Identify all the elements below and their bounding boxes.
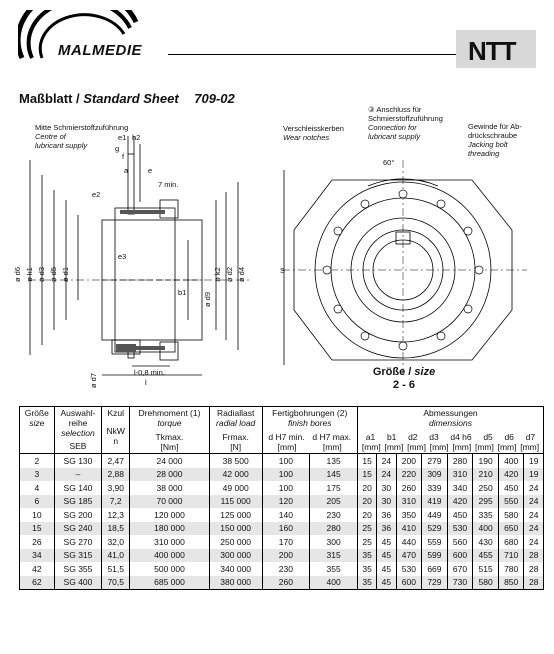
table-cell: 260 — [396, 481, 422, 495]
table-cell: 100 — [262, 468, 310, 482]
table-cell: 515 — [473, 562, 499, 576]
table-cell: 145 — [310, 468, 358, 482]
table-cell: 410 — [396, 522, 422, 536]
table-row — [20, 535, 544, 549]
table-cell: 455 — [473, 549, 499, 563]
table-cell: 10 — [20, 508, 55, 522]
dim-d6: ø d6 — [13, 266, 23, 283]
table-cell: 220 — [396, 468, 422, 482]
dim-unit-3: [mm] — [429, 442, 449, 452]
table-cell: 680 — [498, 535, 524, 549]
title-de: Maßblatt / — [19, 91, 80, 106]
table-cell: 34 — [20, 549, 55, 563]
table-cell: 12,3 — [102, 508, 130, 522]
col-selection: Auswahl- reihe selection SEB — [54, 407, 102, 454]
table-cell: 470 — [396, 549, 422, 563]
table-cell: 4 — [20, 481, 55, 495]
dim-e2: e2 — [92, 190, 101, 199]
dim-s: S — [280, 266, 286, 275]
table-cell: 15 — [20, 522, 55, 536]
table-cell: 18,5 — [102, 522, 130, 536]
table-cell: SG 400 — [54, 576, 102, 590]
table-cell: 205 — [310, 495, 358, 509]
dim-a: a — [124, 166, 129, 175]
table-cell: 42 — [20, 562, 55, 576]
table-cell: 15 — [357, 468, 376, 482]
table-cell: 600 — [447, 549, 473, 563]
table-cell: 7,2 — [102, 495, 130, 509]
table-cell: 400 — [310, 576, 358, 590]
front-view-drawing — [272, 150, 542, 375]
dim-unit-2: [mm] — [407, 442, 426, 452]
dim-d2: ø d2 — [225, 266, 235, 283]
table-cell: 449 — [422, 508, 448, 522]
table-row — [20, 495, 544, 509]
table-row — [20, 522, 544, 536]
table-cell: 15 — [357, 454, 376, 468]
table-cell: 70,5 — [102, 576, 130, 590]
table-cell: 380 000 — [209, 576, 262, 590]
dim-unit-1: [mm] — [384, 442, 404, 452]
table-row — [20, 454, 544, 468]
table-cell: 35 — [357, 576, 376, 590]
dim-header-5: d5 — [483, 432, 493, 442]
table-cell: 309 — [422, 468, 448, 482]
dim-k1: ø k1 — [24, 267, 34, 282]
table-cell: 599 — [422, 549, 448, 563]
table-cell: 200 — [262, 549, 310, 563]
table-cell: 669 — [422, 562, 448, 576]
table-cell: 335 — [473, 508, 499, 522]
table-row — [20, 468, 544, 482]
lubricant-label: Mitte Schmierstoffzuführung Centre of lubricant supply — [35, 123, 129, 150]
table-cell: 310 — [447, 468, 473, 482]
table-cell: 20 — [357, 481, 376, 495]
dim-unit-6: [mm] — [497, 442, 517, 452]
table-cell: 45 — [377, 535, 396, 549]
table-cell: 450 — [447, 508, 473, 522]
table-cell: 115 000 — [209, 495, 262, 509]
angle-60-label: 60° — [383, 158, 395, 167]
table-cell: 250 — [473, 481, 499, 495]
table-cell: 730 — [447, 576, 473, 590]
table-cell: 600 — [396, 576, 422, 590]
dim-h2: h2 — [132, 133, 141, 142]
table-cell: 560 — [447, 535, 473, 549]
table-cell: 62 — [20, 576, 55, 590]
page-title — [19, 91, 235, 106]
table-cell: 38 500 — [209, 454, 262, 468]
table-cell: 400 000 — [130, 549, 210, 563]
table-cell: 51,5 — [102, 562, 130, 576]
table-cell: 340 000 — [209, 562, 262, 576]
col-bores: Fertigbohrungen (2) finish bores d H7 min. d H7 max. [mm] [mm] — [262, 407, 357, 454]
table-cell: 780 — [498, 562, 524, 576]
table-cell: 150 000 — [209, 522, 262, 536]
table-cell: 170 — [262, 535, 310, 549]
table-cell: 140 — [262, 508, 310, 522]
table-cell: 19 — [524, 468, 544, 482]
dim-e: e — [148, 166, 153, 175]
table-cell: SG 315 — [54, 549, 102, 563]
table-cell: 45 — [377, 576, 396, 590]
table-cell: 35 — [357, 562, 376, 576]
size-caption: Größe / size 2 - 6 — [372, 366, 436, 391]
dim-unit-5: [mm] — [474, 442, 494, 452]
table-cell: 419 — [422, 495, 448, 509]
table-cell: 125 000 — [209, 508, 262, 522]
table-cell: 24 — [524, 508, 544, 522]
table-cell: 35 — [357, 549, 376, 563]
dim-e3: e3 — [118, 252, 127, 261]
table-cell: 529 — [422, 522, 448, 536]
table-row — [20, 481, 544, 495]
col-radial: Radiallast radial load Frmax. [N] — [209, 407, 262, 454]
table-cell: 19 — [524, 454, 544, 468]
table-cell: 450 — [498, 481, 524, 495]
table-row — [20, 576, 544, 590]
table-cell: 28 — [524, 549, 544, 563]
table-cell: 580 — [473, 576, 499, 590]
table-cell: 160 — [262, 522, 310, 536]
col-k: Kzul NkW n — [102, 407, 130, 454]
dim-d4: ø d4 — [237, 266, 247, 283]
table-cell: 45 — [377, 562, 396, 576]
dim-e1: e1 — [118, 133, 127, 142]
col-size: Größe size — [20, 407, 55, 454]
table-cell: 295 — [473, 495, 499, 509]
table-row — [20, 562, 544, 576]
table-cell: 580 — [498, 508, 524, 522]
jacking-bolt-label: Gewinde für Ab- drückschraube Jacking bolt threading — [468, 122, 522, 158]
table-cell: 230 — [262, 562, 310, 576]
table-cell: 850 — [498, 576, 524, 590]
table-cell: SG 130 — [54, 454, 102, 468]
table-cell: 36 — [377, 522, 396, 536]
dim-d1: ø d1 — [61, 266, 71, 283]
table-cell: SG 140 — [54, 481, 102, 495]
dim-d7: ø d7 — [89, 372, 99, 389]
table-cell: 41,0 — [102, 549, 130, 563]
table-cell: 190 — [473, 454, 499, 468]
table-cell: 24 — [524, 522, 544, 536]
table-cell: 20 — [357, 508, 376, 522]
table-cell: 100 — [262, 454, 310, 468]
table-cell: 70 000 — [130, 495, 210, 509]
dim-d5: ø d5 — [49, 266, 59, 283]
table-cell: 49 000 — [209, 481, 262, 495]
table-cell: 710 — [498, 549, 524, 563]
table-cell: 440 — [396, 535, 422, 549]
table-cell: 28 — [524, 576, 544, 590]
dim-header-1: b1 — [386, 432, 397, 442]
dim-header-3: d3 — [429, 432, 439, 442]
table-cell: 42 000 — [209, 468, 262, 482]
table-cell: 310 — [396, 495, 422, 509]
table-cell: 315 — [310, 549, 358, 563]
dim-header-0: a1 — [365, 432, 376, 442]
table-cell: – — [54, 468, 102, 482]
table-cell: 200 — [396, 454, 422, 468]
dim-header-2: d2 — [408, 432, 418, 442]
table-row — [20, 549, 544, 563]
table-cell: 530 — [447, 522, 473, 536]
table-cell: 24 — [377, 454, 396, 468]
table-cell: 670 — [447, 562, 473, 576]
table-cell: 550 — [498, 495, 524, 509]
table-cell: 300 — [310, 535, 358, 549]
dim-header-7: d7 — [525, 432, 536, 442]
table-cell: 120 000 — [130, 508, 210, 522]
table-cell: 30 — [377, 495, 396, 509]
table-cell: 355 — [310, 562, 358, 576]
table-cell: 24 — [524, 481, 544, 495]
table-cell: 3 — [20, 468, 55, 482]
table-cell: 25 — [357, 522, 376, 536]
col-torque: Drehmoment (1) torque Tkmax. [Nm] — [130, 407, 210, 454]
table-cell: 530 — [396, 562, 422, 576]
table-cell: SG 200 — [54, 508, 102, 522]
title-code: 709-02 — [194, 91, 235, 106]
table-cell: 175 — [310, 481, 358, 495]
table-cell: 430 — [473, 535, 499, 549]
table-cell: 100 — [262, 481, 310, 495]
table-cell: 30 — [377, 481, 396, 495]
dim-d9: ø d9 — [203, 291, 213, 308]
table-cell: 180 000 — [130, 522, 210, 536]
dim-f: f — [122, 152, 125, 161]
table-cell: 280 — [447, 454, 473, 468]
table-cell: 230 — [310, 508, 358, 522]
dim-k2: ø k2 — [212, 267, 222, 282]
table-cell: 420 — [447, 495, 473, 509]
table-cell: 685 000 — [130, 576, 210, 590]
dim-unit-0: [mm] — [361, 442, 381, 452]
dim-unit-4: [mm] — [452, 442, 472, 452]
dim-l: l — [145, 378, 147, 387]
table-cell: 559 — [422, 535, 448, 549]
table-cell: 2,47 — [102, 454, 130, 468]
table-cell: 28 — [524, 562, 544, 576]
table-row — [20, 508, 544, 522]
table-cell: 28 000 — [130, 468, 210, 482]
table-cell: 300 000 — [209, 549, 262, 563]
side-section-drawing — [20, 130, 250, 395]
dim-g: g — [115, 144, 120, 153]
dim-b1: b1 — [178, 288, 187, 297]
table-cell: 24 — [524, 535, 544, 549]
table-cell: SG 355 — [54, 562, 102, 576]
brand-logo-text: MALMEDIE — [58, 42, 142, 59]
table-cell: SG 240 — [54, 522, 102, 536]
wear-notches-label: Verschleisskerben Wear notches — [283, 124, 344, 142]
dim-7min: 7 min. — [158, 180, 179, 189]
table-cell: 420 — [498, 468, 524, 482]
table-cell: 210 — [473, 468, 499, 482]
table-cell: 2,88 — [102, 468, 130, 482]
lubricant-connection-label: ③ Anschluss für Schmierstoffzuführung Connection for lubricant supply — [368, 105, 443, 141]
table-cell: 2 — [20, 454, 55, 468]
table-cell: 340 — [447, 481, 473, 495]
malmedie-logo — [18, 10, 168, 68]
table-cell: 250 000 — [209, 535, 262, 549]
table-cell: 280 — [310, 522, 358, 536]
title-en: Standard Sheet — [83, 91, 179, 106]
table-cell: 32,0 — [102, 535, 130, 549]
table-cell: 36 — [377, 508, 396, 522]
table-cell: 400 — [473, 522, 499, 536]
dim-header-4: d4 h6 — [450, 432, 472, 442]
table-cell: 38 000 — [130, 481, 210, 495]
table-cell: SG 270 — [54, 535, 102, 549]
dimension-table — [19, 406, 544, 590]
table-cell: 350 — [396, 508, 422, 522]
dim-l-min: l-0,8 min. — [134, 368, 165, 377]
table-cell: 260 — [262, 576, 310, 590]
table-cell: 24 — [377, 468, 396, 482]
dim-unit-7: [mm] — [520, 442, 540, 452]
ntt-label: NTT — [468, 36, 516, 66]
table-cell: 24 — [524, 495, 544, 509]
col-dimensions: Abmessungen dimensions a1 b1 d2 d3 d4 h6 d5 d6 d7 [mm] [mm] [mm] [mm] [mm] [mm] [mm] [mm] — [357, 407, 543, 454]
table-cell: 25 — [357, 535, 376, 549]
table-cell: 500 000 — [130, 562, 210, 576]
table-cell: 729 — [422, 576, 448, 590]
dim-d3: ø d3 — [37, 266, 47, 283]
table-cell: 310 000 — [130, 535, 210, 549]
table-cell: 6 — [20, 495, 55, 509]
header-rule — [168, 54, 458, 55]
table-cell: 20 — [357, 495, 376, 509]
table-cell: 120 — [262, 495, 310, 509]
dim-header-6: d6 — [504, 432, 514, 442]
table-cell: 650 — [498, 522, 524, 536]
table-cell: 279 — [422, 454, 448, 468]
table-cell: 26 — [20, 535, 55, 549]
table-cell: 24 000 — [130, 454, 210, 468]
table-cell: SG 185 — [54, 495, 102, 509]
table-cell: 400 — [498, 454, 524, 468]
table-cell: 45 — [377, 549, 396, 563]
table-cell: 339 — [422, 481, 448, 495]
table-cell: 3,90 — [102, 481, 130, 495]
table-cell: 135 — [310, 454, 358, 468]
